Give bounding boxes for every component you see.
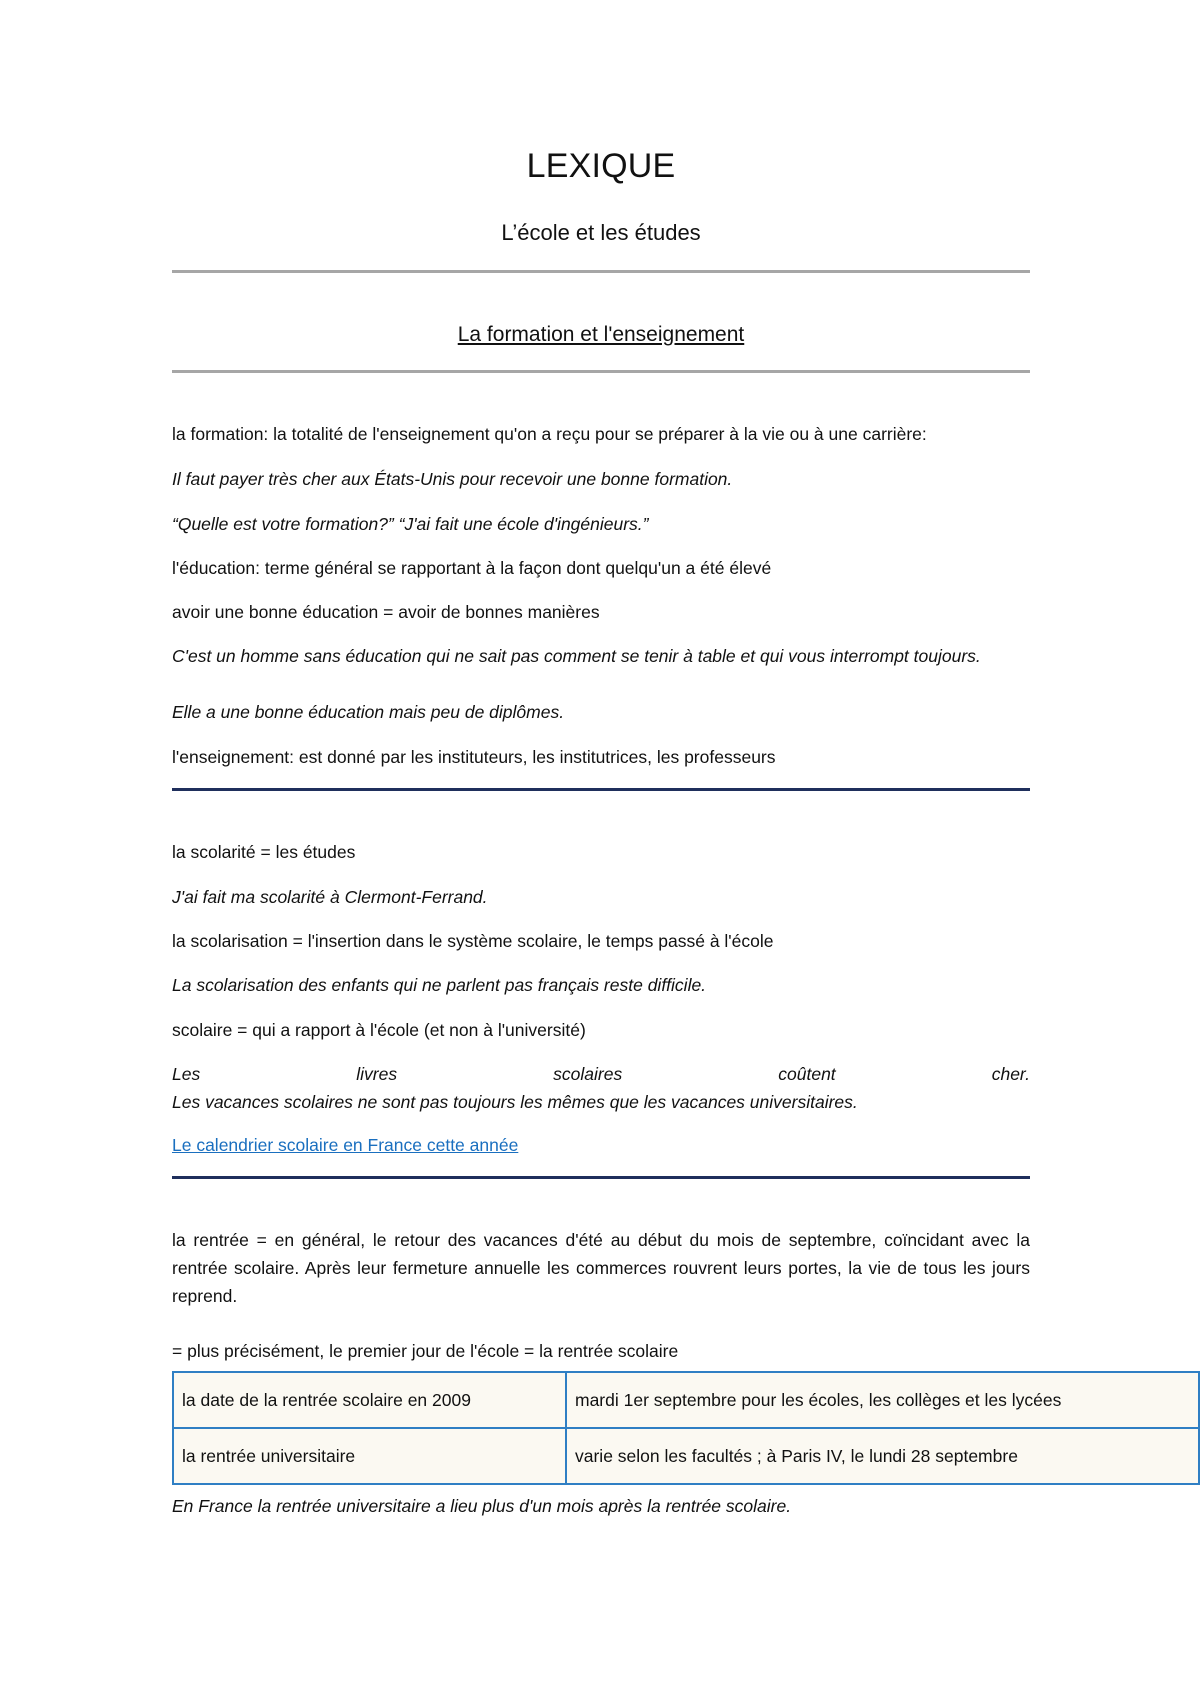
example-formation: Il faut payer très cher aux États-Unis pour recevoir une bonne formation. xyxy=(172,469,733,489)
example-scolarisation: La scolarisation des enfants qui ne parlent pas français reste difficile. xyxy=(172,975,707,995)
definition-rentree: la rentrée = en général, le retour des vacances d'été au début du mois de septembre, coïncidant avec la rentrée scolaire. Après leur fermeture annuelle les commerces rouvrent leurs portes, la vie de tous les jours reprend. xyxy=(172,1230,1030,1306)
word: scolaires xyxy=(553,1064,623,1084)
rentree-table xyxy=(172,1371,1200,1485)
section-heading: La formation et l'enseignement xyxy=(457,323,745,346)
divider-navy xyxy=(172,788,1030,791)
definition-scolarite: la scolarité = les études xyxy=(172,842,356,862)
table-row xyxy=(173,1372,1199,1428)
table-cell: varie selon les facultés ; à Paris IV, le lundi 28 septembre xyxy=(566,1428,1199,1484)
divider-gray xyxy=(172,370,1030,373)
page-title: LEXIQUE xyxy=(526,147,676,185)
definition-scolaire: scolaire = qui a rapport à l'école (et non à l'université) xyxy=(172,1020,586,1040)
divider-gray xyxy=(172,270,1030,273)
calendar-link[interactable]: Le calendrier scolaire en France cette année xyxy=(172,1135,519,1155)
word: coûtent xyxy=(778,1064,836,1084)
divider-navy xyxy=(172,1176,1030,1179)
example-scolarite: J'ai fait ma scolarité à Clermont-Ferrand. xyxy=(172,887,488,907)
definition-formation: la formation: la totalité de l'enseignement qu'on a reçu pour se préparer à la vie ou à une carrière: xyxy=(172,424,927,444)
definition-scolarisation: la scolarisation = l'insertion dans le système scolaire, le temps passé à l'école xyxy=(172,931,774,951)
link-container xyxy=(172,1131,1030,1159)
table-cell: mardi 1er septembre pour les écoles, les collèges et les lycées xyxy=(566,1372,1199,1428)
definition-bonne-education: avoir une bonne éducation = avoir de bonnes manières xyxy=(172,602,600,622)
definition-education: l'éducation: terme général se rapportant à la façon dont quelqu'un a été élevé xyxy=(172,558,772,578)
word: cher. xyxy=(991,1064,1030,1084)
word: Les xyxy=(172,1064,201,1084)
page-subtitle: L’école et les études xyxy=(501,220,701,245)
example-education-2: Elle a une bonne éducation mais peu de diplômes. xyxy=(172,702,565,722)
example-education: C'est un homme sans éducation qui ne sait pas comment se tenir à table et qui vous interrompt toujours. xyxy=(172,646,981,666)
example-vacances: Les vacances scolaires ne sont pas toujours les mêmes que les vacances universitaires. xyxy=(172,1092,858,1112)
definition-rentree-precise: = plus précisément, le premier jour de l'école = la rentrée scolaire xyxy=(172,1341,679,1361)
table-cell: la rentrée universitaire xyxy=(173,1428,566,1484)
table-row xyxy=(173,1428,1199,1484)
example-livres-scolaires xyxy=(172,1060,1030,1088)
definition-enseignement: l'enseignement: est donné par les instituteurs, les institutrices, les professeurs xyxy=(172,747,776,767)
example-formation-quote: “Quelle est votre formation?” “J'ai fait une école d'ingénieurs.” xyxy=(172,514,649,534)
table-cell: la date de la rentrée scolaire en 2009 xyxy=(173,1372,566,1428)
word: livres xyxy=(356,1064,398,1084)
footnote-rentree: En France la rentrée universitaire a lieu plus d'un mois après la rentrée scolaire. xyxy=(172,1496,792,1516)
